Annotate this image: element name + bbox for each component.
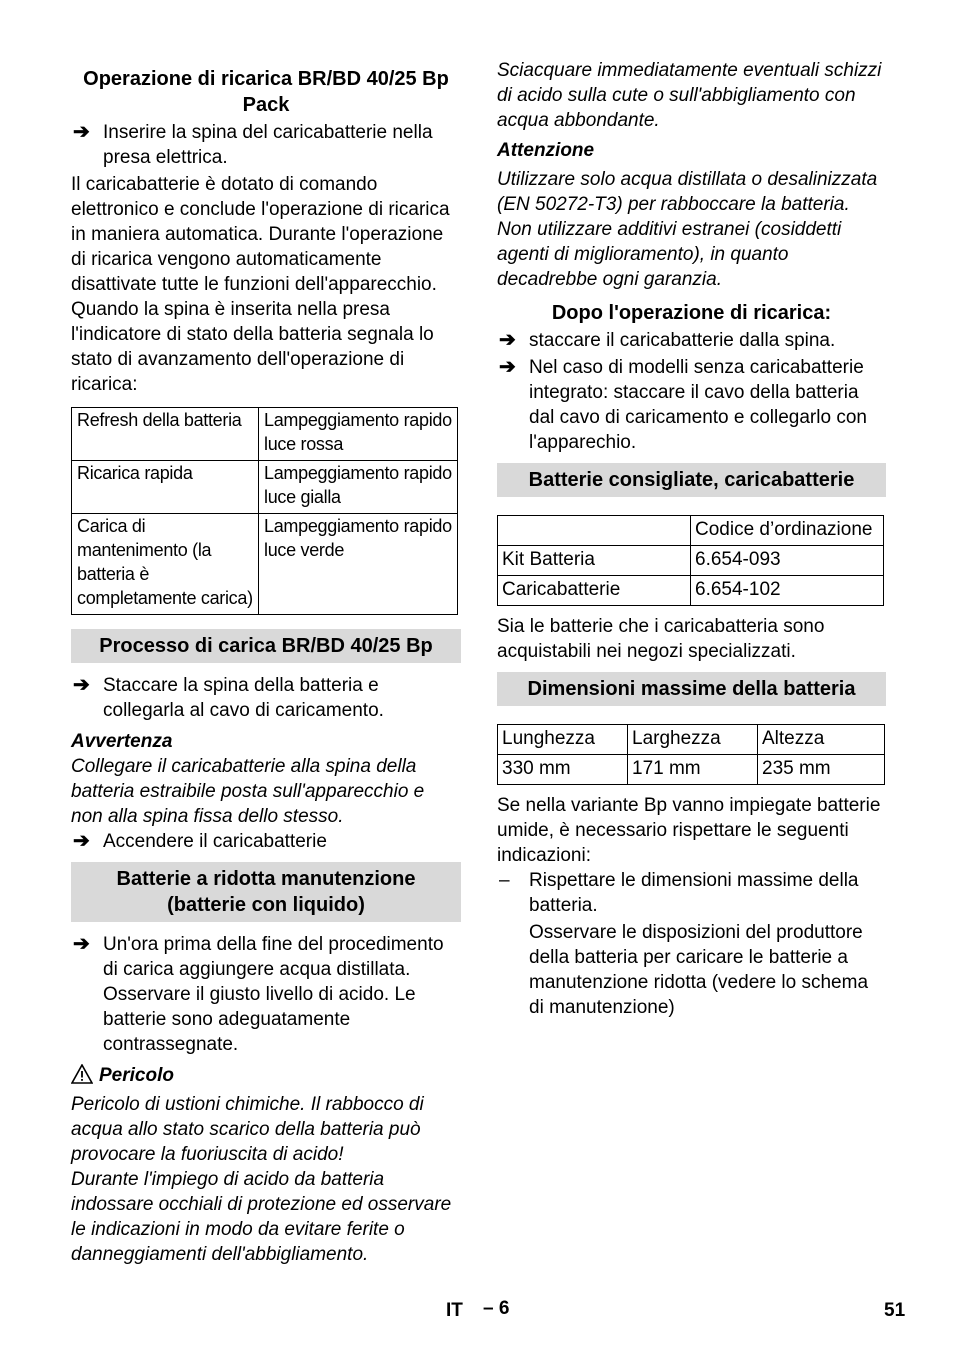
table-header-cell: Codice d’ordinazione [691,516,884,546]
footer-section-page: – 6 [483,1298,510,1319]
order-code-table [497,515,884,606]
table-cell: Carica di mantenimento (la batteria è completamente carica) [72,514,259,615]
instruction-text: staccare il caricabatterie dalla spina. [529,330,836,351]
table-row [72,461,458,514]
arrow-right-icon: ➔ [499,329,516,351]
arrow-right-icon: ➔ [499,356,516,378]
table-cell: Lampeggiamento rapido luce gialla [259,461,458,514]
danger-text: Pericolo di ustioni chimiche. Il rabbocco di acqua allo stato scarico della batteria può provocare la fuoriuscita di acido! [71,1094,424,1165]
instruction-step [71,932,461,1057]
arrow-right-icon: ➔ [73,674,90,696]
left-column [71,58,461,1267]
section-heading-battery-dimensions: Dimensioni massime della batteria [497,672,886,706]
section-heading-charging-process: Processo di carica BR/BD 40/25 Bp [71,629,461,663]
warning-text: Sciacquare immediatamente eventuali schizzi di acido sulla cute o sull'abbigliamento con acqua abbondante. [497,60,882,131]
paragraph: Se nella variante Bp vanno impiegate batterie umide, è necessario rispettare le seguenti indicazioni: [497,795,881,866]
instruction-text: Staccare la spina della batteria e collegarla al cavo di caricamento. [103,675,384,721]
instruction-text: Nel caso di modelli senza caricabatterie integrato: staccare il cavo della batteria dal cavo di caricamento e collegarlo con l'apparechio. [529,357,867,453]
section-heading-charging: Operazione di ricarica BR/BD 40/25 Bp Pack [83,68,449,116]
battery-dimensions-table [497,724,885,785]
arrow-right-icon: ➔ [73,830,90,852]
table-row [498,725,885,755]
instruction-step [71,829,461,854]
paragraph: Osservare le disposizioni del produttore della batteria per caricare le batterie a manutenzione ridotta (vedere lo schema di manutenzione) [529,922,869,1018]
instruction-step [497,355,886,455]
table-header-cell: Altezza [758,725,885,755]
table-row [498,755,885,785]
section-heading-after-charging: Dopo l'operazione di ricarica: [551,302,832,324]
arrow-right-icon: ➔ [73,121,90,143]
table-cell: 330 mm [498,755,628,785]
table-row [498,516,884,546]
instruction-step [71,673,461,723]
dash-bullet-icon: – [499,870,510,891]
table-cell [498,516,691,546]
note-text: Collegare il caricabatterie alla spina della batteria estraibile posta sull'apparecchio e non alla spina fissa dello stesso. [71,756,425,827]
danger-heading [71,1063,461,1088]
instruction-text: Inserire la spina del caricabatterie nella presa elettrica. [103,122,433,168]
table-cell: Ricarica rapida [72,461,259,514]
paragraph: Il caricabatterie è dotato di comando elettronico e conclude l'operazione di ricarica in maniera automatica. Durante l'operazione di ricarica vengono automaticamente disattivate tutte le funzioni dell'apparecchio. [71,174,450,295]
table-cell: Lampeggiamento rapido luce verde [259,514,458,615]
danger-text: Durante l'impiego di acido da batteria indossare occhiali di protezione ed osservare le indicazioni in modo da evitare ferite o danneggiamenti dell'abbigliamento. [71,1169,452,1265]
attention-label: Attenzione [497,140,595,161]
table-cell: 6.654-093 [691,546,884,576]
instruction-step [497,328,886,353]
warning-triangle-icon [71,1064,93,1084]
table-cell: Caricabatterie [498,576,691,606]
danger-label: Pericolo [99,1065,174,1086]
battery-status-table [71,407,458,615]
table-cell: 6.654-102 [691,576,884,606]
dash-list-item [497,868,886,918]
arrow-right-icon: ➔ [73,933,90,955]
attention-text: Utilizzare solo acqua distillata o desalinizzata (EN 50272-T3) per rabboccare la batteria. [497,169,878,215]
footer-language: IT [446,1300,463,1321]
attention-text: Non utilizzare additivi estranei (cosiddetti agenti di miglioramento), in quanto decadrebbe ogni garanzia. [497,219,842,290]
table-header-cell: Lunghezza [498,725,628,755]
table-cell: 171 mm [628,755,758,785]
table-row [72,514,458,615]
table-cell: Refresh della batteria [72,408,259,461]
note-label: Avvertenza [71,731,173,752]
table-cell: 235 mm [758,755,885,785]
list-item-text: Rispettare le dimensioni massime della batteria. [529,870,859,916]
table-header-cell: Larghezza [628,725,758,755]
right-column [497,58,886,1020]
footer-page-number: 51 [884,1300,906,1321]
paragraph: Quando la spina è inserita nella presa l'indicatore di stato della batteria segnala lo stato di avanzamento dell'operazione di ricarica: [71,299,434,395]
paragraph: Sia le batterie che i caricabatteria sono acquistabili nei negozi specializzati. [497,616,825,662]
table-row [72,408,458,461]
section-heading-recommended-batteries: Batterie consigliate, caricabatterie [497,463,886,497]
table-row [498,576,884,606]
table-cell: Kit Batteria [498,546,691,576]
table-cell: Lampeggiamento rapido luce rossa [259,408,458,461]
instruction-text: Un'ora prima della fine del procedimento di carica aggiungere acqua distillata. Osservare il giusto livello di acido. Le batterie sono adeguatamente contrassegnate. [103,934,444,1055]
section-heading-low-maintenance: Batterie a ridotta manutenzione (batterie con liquido) [71,862,461,922]
table-row [498,546,884,576]
instruction-step [71,120,461,170]
instruction-text: Accendere il caricabatterie [103,831,327,852]
